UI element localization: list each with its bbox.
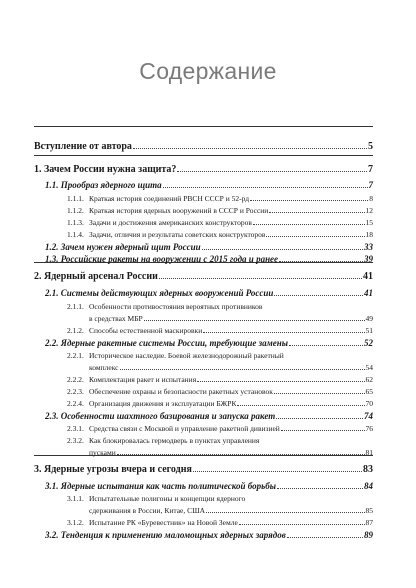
entry-title: 1. Зачем России нужна защита? [34,164,177,175]
page-number: 76 [365,424,373,433]
leader-dots [266,236,364,237]
leader-dots [274,393,365,394]
entry-title: Особенности противостояния вероятных противников [89,302,263,311]
toc-entry[interactable] [89,313,373,325]
entry-number: 1.1.4. [67,230,84,239]
leader-dots [117,454,365,455]
toc-entry[interactable] [67,386,373,398]
leader-dots [253,224,365,225]
entry-title: 2. Ядерный арсенал России [34,271,158,282]
entry-number: 3.1.1. [67,494,84,503]
entry-number: 1.1.2. [67,206,84,215]
entry-title: 2.3. Особенности шахтного базирования и запуска ракет [45,411,276,421]
page-number: 62 [365,375,373,384]
page-number: 8 [369,194,373,203]
page-number: 81 [365,448,373,457]
leader-dots [279,261,363,262]
page-number: 7 [368,180,373,190]
divider [34,155,373,156]
entry-title: Обеспечение охраны и безопасности ракетных установок [89,387,273,396]
page-number: 70 [365,399,373,408]
entry-title: Испытательные полигоны и концепции ядерного [89,494,246,503]
entry-number: 2.1.2. [67,326,84,335]
leader-dots [206,512,364,513]
toc-entry[interactable] [45,529,373,541]
toc-entry[interactable] [34,141,373,153]
toc-entry[interactable] [34,271,373,283]
toc-entry[interactable] [89,505,373,517]
entry-title: Задачи и достижения американских конструкторов [89,218,252,227]
divider [34,126,373,127]
leader-dots [203,332,364,333]
entry-title: 3.1. Ядерные испытания как часть политической борьбы [45,481,276,491]
page-number: 85 [365,506,373,515]
toc-entry[interactable] [45,179,373,191]
toc-entry-first-line[interactable] [67,493,245,505]
page-number: 51 [365,326,373,335]
toc-entry[interactable] [45,253,373,265]
leader-dots [269,212,364,213]
entry-title: 2.2. Ядерные ракетные системы России, требующие замены [45,338,289,348]
toc-entry[interactable] [45,287,373,299]
page-number: 33 [364,242,373,252]
entry-title: Историческое наследие. Боевой железнодорожный ракетный [89,351,284,360]
toc-entry[interactable] [67,517,373,529]
entry-number: 2.2.2. [67,375,84,384]
entry-title: Средства связи с Москвой и управление ракетной дивизией [89,424,280,433]
entry-title: 1.3. Российские ракеты на вооружении с 2015 года и ранее [45,254,279,264]
leader-dots [239,524,365,525]
leader-dots [197,381,364,382]
toc-entry-first-line[interactable] [67,301,262,313]
toc-entry[interactable] [67,374,373,386]
entry-title: 1.1. Прообраз ядерного щита [45,180,162,190]
toc-entry-first-line[interactable] [67,350,284,362]
leader-dots [281,430,365,431]
entry-number: 1.1.1. [67,194,84,203]
page-number: 12 [365,206,373,215]
toc-entry[interactable] [67,325,373,337]
leader-dots [193,471,362,472]
leader-dots [159,278,362,279]
page-number: 87 [365,518,373,527]
leader-dots [274,295,363,296]
page-number: 89 [364,530,373,540]
entry-title: Способы естественной маскировки [89,326,203,335]
entry-title: Комплектация ракет и испытания [89,375,197,384]
entry-title-continued: в средствах МБР [89,314,143,323]
toc-entry[interactable] [67,423,373,435]
page-number: 7 [368,164,373,175]
entry-number: 2.1.1. [67,302,84,311]
toc-entry[interactable] [89,362,373,374]
entry-number: 1.1.3. [67,218,84,227]
leader-dots [163,187,368,188]
page-number: 52 [364,338,373,348]
toc-entry[interactable] [34,164,373,176]
entry-number: 2.3.2. [67,436,84,445]
toc-entry[interactable] [89,447,373,459]
toc-entry[interactable] [67,217,373,229]
toc-entry[interactable] [67,193,373,205]
entry-title-continued: комплекс [89,363,119,372]
page-number: 65 [365,387,373,396]
page-number: 41 [363,271,373,282]
entry-number: 2.2.3. [67,387,84,396]
leader-dots [177,171,367,172]
leader-dots [120,369,365,370]
page-number: 18 [365,230,373,239]
entry-number: 2.2.1. [67,351,84,360]
page-number: 83 [363,464,373,475]
leader-dots [133,148,367,149]
entry-title: Организация движения и эксплуатации БЖРК [89,399,237,408]
page-number: 41 [364,288,373,298]
page-number: 84 [364,481,373,491]
page-number: 74 [364,411,373,421]
page-number: 39 [364,254,373,264]
entry-title: Краткая история соединений РВСН СССР и 52-рд [89,194,250,203]
entry-title: Испытание РК «Буревестник» на Новой Земле [89,518,238,527]
toc-entry-first-line[interactable] [67,435,259,447]
entry-title: Как блокировалась гермодверь в пунктах управления [89,436,260,445]
toc-entry[interactable] [45,241,373,253]
leader-dots [144,320,365,321]
leader-dots [202,249,363,250]
entry-title: 1.2. Зачем нужен ядерный щит России [45,242,201,252]
toc-entry[interactable] [45,337,373,349]
page-title: Содержание [139,58,277,84]
entry-number: 3.1.2. [67,518,84,527]
leader-dots [250,200,368,201]
entry-title-continued: сдерживания в России, Китае, США [89,506,206,515]
entry-title: 3. Ядерные угрозы вчера и сегодня [34,464,192,475]
entry-number: 2.2.4. [67,399,84,408]
page-number: 15 [365,218,373,227]
toc-entry[interactable] [67,229,373,241]
toc-entry[interactable] [34,464,373,476]
page-number: 49 [365,314,373,323]
entry-title: Краткая история ядерных вооружений в СССР и России [89,206,269,215]
leader-dots [237,405,364,406]
toc-entry[interactable] [67,205,373,217]
leader-dots [277,488,363,489]
page-number: 54 [365,363,373,372]
entry-title: 2.1. Системы действующих ядерных вооружений России [45,288,274,298]
page-number: 5 [368,141,373,152]
leader-dots [287,537,363,538]
entry-title-continued: пусками [89,448,116,457]
entry-title: Задачи, отличия и результаты советских конструкторов [89,230,266,239]
toc-entry[interactable] [45,480,373,492]
entry-title: 3.2. Тенденция к применению маломощных ядерных зарядов [45,530,286,540]
entry-title: Вступление от автора [34,141,132,152]
toc-entry[interactable] [45,410,373,422]
leader-dots [289,345,363,346]
toc-entry[interactable] [67,398,373,410]
entry-number: 2.3.1. [67,424,84,433]
leader-dots [276,418,363,419]
